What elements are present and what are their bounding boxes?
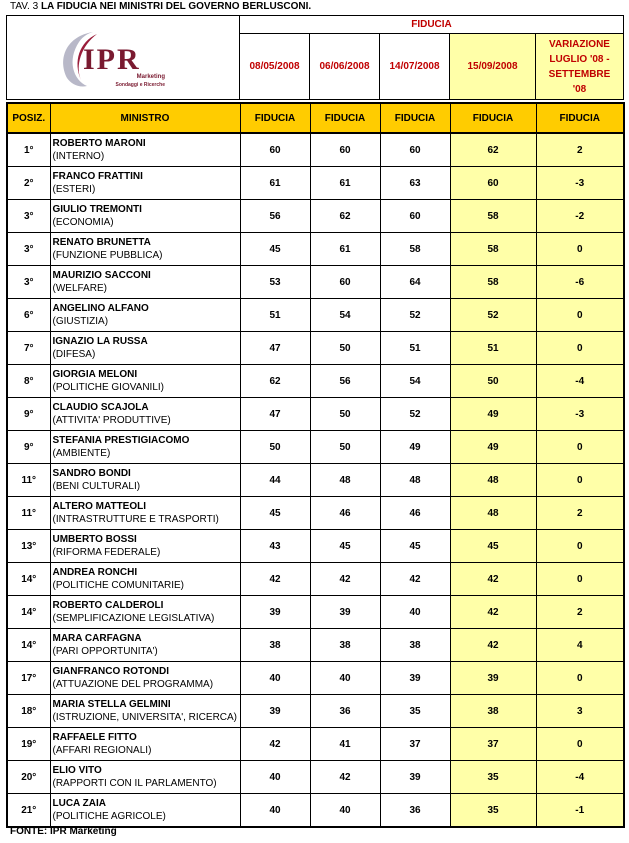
fiducia-value: 38	[380, 629, 450, 662]
table-row	[7, 497, 624, 530]
table-row	[7, 266, 624, 299]
fiducia-value-current: 37	[450, 728, 536, 761]
minister-cell	[50, 530, 240, 563]
fiducia-value: 47	[240, 398, 310, 431]
fiducia-value: 40	[310, 794, 380, 828]
ministry-name: (AMBIENTE)	[52, 448, 111, 459]
fiducia-value-current: 58	[450, 266, 536, 299]
ministry-name: (AFFARI REGIONALI)	[52, 745, 152, 756]
fiducia-value-current: 48	[450, 497, 536, 530]
ministry-name: (WELFARE)	[52, 283, 107, 294]
fiducia-value-current: 52	[450, 299, 536, 332]
table-row	[7, 761, 624, 794]
fiducia-value: 45	[380, 530, 450, 563]
variation-label: VARIAZIONE LUGLIO '08 - SETTEMBRE '08	[536, 34, 624, 100]
variation-value: -6	[536, 266, 624, 299]
minister-cell	[50, 596, 240, 629]
minister-cell	[50, 728, 240, 761]
rank-cell: 11°	[7, 497, 50, 530]
rank-cell: 19°	[7, 728, 50, 761]
fiducia-value: 36	[380, 794, 450, 828]
rank-cell: 9°	[7, 431, 50, 464]
ministry-name: (INTRASTRUTTURE E TRASPORTI)	[52, 514, 219, 525]
rank-cell: 13°	[7, 530, 50, 563]
minister-name: RAFFAELE FITTO	[52, 732, 137, 743]
fiducia-value: 51	[240, 299, 310, 332]
rank-cell: 3°	[7, 233, 50, 266]
fiducia-value-current: 42	[450, 596, 536, 629]
fiducia-value: 38	[310, 629, 380, 662]
minister-name: SANDRO BONDI	[52, 468, 131, 479]
minister-cell	[50, 431, 240, 464]
table-row	[7, 200, 624, 233]
fiducia-value: 60	[380, 200, 450, 233]
svg-text:IPR: IPR	[83, 42, 141, 76]
fiducia-value: 50	[310, 332, 380, 365]
fiducia-value-current: 35	[450, 794, 536, 828]
table-row	[7, 365, 624, 398]
fiducia-value: 40	[380, 596, 450, 629]
variation-value: -4	[536, 761, 624, 794]
minister-name: GIULIO TREMONTI	[52, 204, 142, 215]
table-row	[7, 596, 624, 629]
fiducia-value-current: 38	[450, 695, 536, 728]
ministry-name: (BENI CULTURALI)	[52, 481, 141, 492]
date-col-1: 08/05/2008	[240, 34, 310, 100]
fiducia-value: 63	[380, 167, 450, 200]
minister-name: STEFANIA PRESTIGIACOMO	[52, 435, 190, 446]
svg-text:Sondaggi e Ricerche: Sondaggi e Ricerche	[115, 81, 165, 88]
fiducia-value: 48	[380, 464, 450, 497]
fiducia-value: 39	[310, 596, 380, 629]
variation-value: 0	[536, 563, 624, 596]
fiducia-value: 61	[310, 167, 380, 200]
fiducia-value: 40	[240, 794, 310, 828]
fiducia-value: 60	[310, 266, 380, 299]
rank-cell: 3°	[7, 266, 50, 299]
minister-name: MARIA STELLA GELMINI	[52, 699, 171, 710]
minister-cell	[50, 266, 240, 299]
fiducia-value-current: 58	[450, 233, 536, 266]
fiducia-value: 60	[240, 133, 310, 167]
fiducia-value: 52	[380, 299, 450, 332]
ministry-name: (ISTRUZIONE, UNIVERSITA', RICERCA)	[52, 712, 238, 723]
ministry-name: (RAPPORTI CON IL PARLAMENTO)	[52, 778, 217, 789]
col-header-fiducia-3: FIDUCIA	[380, 103, 450, 133]
col-header-fiducia-1: FIDUCIA	[240, 103, 310, 133]
variation-value: 0	[536, 431, 624, 464]
fiducia-value: 50	[240, 431, 310, 464]
fiducia-value: 60	[310, 133, 380, 167]
fiducia-value-current: 60	[450, 167, 536, 200]
minister-cell	[50, 794, 240, 828]
fiducia-value: 40	[240, 761, 310, 794]
header-block	[6, 15, 623, 99]
ministry-name: (POLITICHE GIOVANILI)	[52, 382, 164, 393]
ministry-name: (ATTUAZIONE DEL PROGRAMMA)	[52, 679, 214, 690]
table-title	[10, 1, 311, 13]
variation-value: -3	[536, 398, 624, 431]
fiducia-value: 44	[240, 464, 310, 497]
table-row	[7, 431, 624, 464]
rank-cell: 18°	[7, 695, 50, 728]
fiducia-group-label: FIDUCIA	[240, 16, 624, 34]
fiducia-value: 42	[240, 728, 310, 761]
variation-value: 2	[536, 133, 624, 167]
minister-name: ANDREA RONCHI	[52, 567, 138, 578]
fiducia-value-current: 42	[450, 563, 536, 596]
fiducia-value: 50	[310, 431, 380, 464]
variation-value: -3	[536, 167, 624, 200]
minister-cell	[50, 233, 240, 266]
fiducia-value-current: 51	[450, 332, 536, 365]
table-row	[7, 695, 624, 728]
minister-name: UMBERTO BOSSI	[52, 534, 137, 545]
fiducia-value: 41	[310, 728, 380, 761]
rank-cell: 6°	[7, 299, 50, 332]
rank-cell: 8°	[7, 365, 50, 398]
col-header-pos: POSIZ.	[7, 103, 50, 133]
rank-cell: 1°	[7, 133, 50, 167]
fiducia-value-current: 48	[450, 464, 536, 497]
fiducia-value: 56	[240, 200, 310, 233]
table-row	[7, 133, 624, 167]
fiducia-value-current: 50	[450, 365, 536, 398]
variation-value: -2	[536, 200, 624, 233]
minister-cell	[50, 167, 240, 200]
table-row	[7, 662, 624, 695]
fiducia-value: 38	[240, 629, 310, 662]
minister-name: RENATO BRUNETTA	[52, 237, 151, 248]
minister-name: GIORGIA MELONI	[52, 369, 138, 380]
fiducia-value: 45	[310, 530, 380, 563]
ipr-logo-mark	[53, 26, 193, 90]
minister-cell	[50, 365, 240, 398]
fiducia-value: 60	[380, 133, 450, 167]
table-row	[7, 398, 624, 431]
col-header-fiducia-4: FIDUCIA	[450, 103, 536, 133]
fiducia-value: 47	[240, 332, 310, 365]
minister-name: ROBERTO CALDEROLI	[52, 600, 164, 611]
fiducia-value: 46	[310, 497, 380, 530]
variation-value: 2	[536, 497, 624, 530]
fiducia-value: 39	[240, 596, 310, 629]
fiducia-value: 43	[240, 530, 310, 563]
fiducia-value: 48	[310, 464, 380, 497]
minister-name: LUCA ZAIA	[52, 798, 107, 809]
rank-cell: 7°	[7, 332, 50, 365]
fiducia-value: 42	[240, 563, 310, 596]
variation-value: 0	[536, 299, 624, 332]
ministry-name: (GIUSTIZIA)	[52, 316, 109, 327]
fiducia-value: 56	[310, 365, 380, 398]
source-note: FONTE: IPR Marketing	[10, 826, 117, 837]
table-row	[7, 233, 624, 266]
variation-value: 4	[536, 629, 624, 662]
rank-cell: 14°	[7, 563, 50, 596]
fiducia-value-current: 49	[450, 431, 536, 464]
ministry-name: (FUNZIONE PUBBLICA)	[52, 250, 163, 261]
fiducia-value: 54	[380, 365, 450, 398]
variation-value: 3	[536, 695, 624, 728]
fiducia-value: 58	[380, 233, 450, 266]
fiducia-value: 53	[240, 266, 310, 299]
fiducia-value: 45	[240, 497, 310, 530]
minister-cell	[50, 662, 240, 695]
variation-value: 0	[536, 464, 624, 497]
minister-cell	[50, 761, 240, 794]
variation-value: 0	[536, 728, 624, 761]
fiducia-value-current: 39	[450, 662, 536, 695]
ministry-name: (ATTIVITA' PRODUTTIVE)	[52, 415, 171, 426]
ministry-name: (ESTERI)	[52, 184, 96, 195]
minister-cell	[50, 695, 240, 728]
fiducia-value-current: 62	[450, 133, 536, 167]
table-row	[7, 167, 624, 200]
rank-cell: 21°	[7, 794, 50, 828]
fiducia-value-current: 45	[450, 530, 536, 563]
ministry-name: (POLITICHE AGRICOLE)	[52, 811, 166, 822]
minister-cell	[50, 133, 240, 167]
fiducia-value-current: 42	[450, 629, 536, 662]
minister-cell	[50, 629, 240, 662]
minister-name: MAURIZIO SACCONI	[52, 270, 151, 281]
minister-name: ANGELINO ALFANO	[52, 303, 149, 314]
ipr-logo	[7, 16, 239, 99]
ministry-name: (PARI OPPORTUNITA')	[52, 646, 158, 657]
minister-name: ELIO VITO	[52, 765, 102, 776]
rank-cell: 20°	[7, 761, 50, 794]
fiducia-value: 64	[380, 266, 450, 299]
table-row	[7, 530, 624, 563]
fiducia-value: 62	[310, 200, 380, 233]
minister-cell	[50, 332, 240, 365]
logo-cell	[7, 16, 240, 100]
col-header-minister: MINISTRO	[50, 103, 240, 133]
fiducia-value: 42	[310, 761, 380, 794]
fiducia-value-current: 58	[450, 200, 536, 233]
variation-value: -1	[536, 794, 624, 828]
table-row	[7, 794, 624, 828]
fiducia-value: 61	[240, 167, 310, 200]
svg-text:Marketing: Marketing	[136, 73, 165, 80]
col-header-fiducia-2: FIDUCIA	[310, 103, 380, 133]
minister-name: ROBERTO MARONI	[52, 138, 146, 149]
fiducia-value: 54	[310, 299, 380, 332]
fiducia-value-current: 35	[450, 761, 536, 794]
ministry-name: (INTERNO)	[52, 151, 105, 162]
minister-name: CLAUDIO SCAJOLA	[52, 402, 149, 413]
fiducia-value: 61	[310, 233, 380, 266]
fiducia-value: 52	[380, 398, 450, 431]
minister-name: MARA CARFAGNA	[52, 633, 142, 644]
ministry-name: (DIFESA)	[52, 349, 96, 360]
variation-value: 0	[536, 530, 624, 563]
fiducia-value: 42	[310, 563, 380, 596]
minister-name: FRANCO FRATTINI	[52, 171, 143, 182]
fiducia-value: 42	[380, 563, 450, 596]
fiducia-value: 37	[380, 728, 450, 761]
fiducia-value: 39	[240, 695, 310, 728]
rank-cell: 3°	[7, 200, 50, 233]
ministry-name: (RIFORMA FEDERALE)	[52, 547, 161, 558]
ministry-name: (POLITICHE COMUNITARIE)	[52, 580, 184, 591]
rank-cell: 2°	[7, 167, 50, 200]
minister-name: ALTERO MATTEOLI	[52, 501, 147, 512]
table-row	[7, 563, 624, 596]
date-col-3: 14/07/2008	[380, 34, 450, 100]
table-row	[7, 299, 624, 332]
fiducia-value: 62	[240, 365, 310, 398]
minister-cell	[50, 497, 240, 530]
rank-cell: 17°	[7, 662, 50, 695]
rank-cell: 14°	[7, 596, 50, 629]
variation-value: 0	[536, 233, 624, 266]
variation-value: -4	[536, 365, 624, 398]
variation-value: 2	[536, 596, 624, 629]
rank-cell: 11°	[7, 464, 50, 497]
fiducia-value: 51	[380, 332, 450, 365]
table-title-text: LA FIDUCIA NEI MINISTRI DEL GOVERNO BERLUSCONI.	[40, 1, 312, 12]
table-number: TAV. 3	[10, 1, 39, 12]
minister-name: IGNAZIO LA RUSSA	[52, 336, 148, 347]
fiducia-value: 49	[380, 431, 450, 464]
variation-value: 0	[536, 662, 624, 695]
rank-cell: 9°	[7, 398, 50, 431]
col-header-variation: FIDUCIA	[536, 103, 624, 133]
table-row	[7, 332, 624, 365]
table-row	[7, 629, 624, 662]
variation-value: 0	[536, 332, 624, 365]
minister-cell	[50, 398, 240, 431]
ministry-name: (ECONOMIA)	[52, 217, 114, 228]
ministers-table	[6, 102, 623, 828]
fiducia-value: 46	[380, 497, 450, 530]
minister-cell	[50, 200, 240, 233]
table-row	[7, 464, 624, 497]
fiducia-value-current: 49	[450, 398, 536, 431]
fiducia-value: 40	[240, 662, 310, 695]
fiducia-value: 36	[310, 695, 380, 728]
date-col-4: 15/09/2008	[450, 34, 536, 100]
ministry-name: (SEMPLIFICAZIONE LEGISLATIVA)	[52, 613, 215, 624]
fiducia-value: 50	[310, 398, 380, 431]
table-row	[7, 728, 624, 761]
minister-cell	[50, 464, 240, 497]
fiducia-value: 40	[310, 662, 380, 695]
rank-cell: 14°	[7, 629, 50, 662]
fiducia-value: 39	[380, 761, 450, 794]
minister-cell	[50, 299, 240, 332]
fiducia-value: 45	[240, 233, 310, 266]
minister-cell	[50, 563, 240, 596]
minister-name: GIANFRANCO ROTONDI	[52, 666, 169, 677]
fiducia-value: 39	[380, 662, 450, 695]
fiducia-value: 35	[380, 695, 450, 728]
date-col-2: 06/06/2008	[310, 34, 380, 100]
